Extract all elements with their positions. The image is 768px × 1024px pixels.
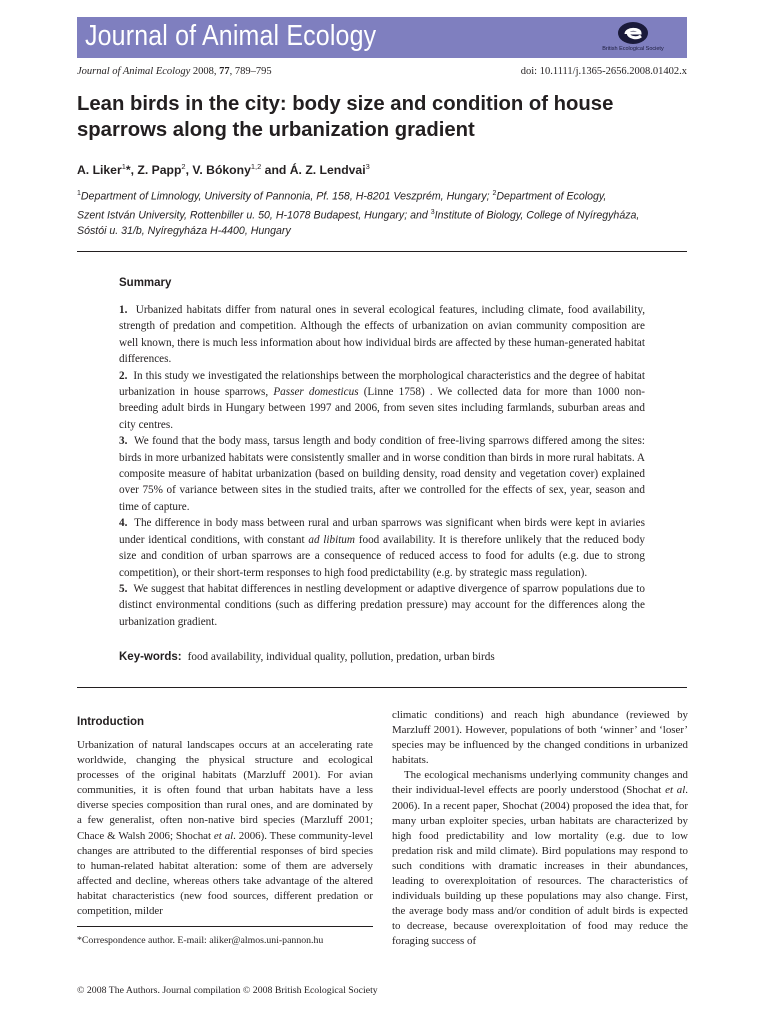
- author-separator: and: [261, 163, 290, 178]
- intro-paragraph: [392, 768, 688, 949]
- author-affil-sup: 1,2: [250, 162, 262, 171]
- article-title: [77, 91, 697, 143]
- species-name: Passer domesticus: [273, 386, 359, 399]
- italic-term: et al: [665, 784, 686, 797]
- author-list: [77, 162, 370, 177]
- para-text: . 2006). In a recent paper, Shochat (2004) proposed the idea that, for many urban exploiter species, urban habitats are characterized by high food predictability and low mortality (e.g. due to low predation risk and mild climate). Bird populations may respond to such conditions with dramatic increases in their abundances, leading to overexploitation of resources. The characteristics of individuals building up these populations may also change. First, the average body mass and/or condition of adult birds is expected to decrease, because overexploitation of food may reduce the foraging success of: [392, 784, 688, 948]
- author-affil-sup: 2: [181, 162, 186, 171]
- italic-term: et al: [213, 829, 234, 842]
- society-logo-text: British Ecological Society: [602, 46, 664, 52]
- affil-text: Institute of Biology, College of Nyíregyháza,: [434, 209, 640, 222]
- point-text: food availability. It is therefore unlikely that the reduced body size and condition of urban sparrows are a consequence of reduced access to food for adults (e.g. due to strong competition), or their short-term responses to high food predictability (e.g. by strategic mass regulation).: [119, 533, 645, 579]
- point-number: 5.: [119, 582, 128, 595]
- citation-journal: Journal of Animal Ecology: [77, 66, 191, 77]
- point-number: 2.: [119, 369, 128, 382]
- summary-heading: Summary: [119, 277, 172, 289]
- author-affil-sup: 1: [121, 162, 126, 171]
- bes-logo-icon: [616, 20, 650, 46]
- affil-text: Szent István University, Rottenbiller u. 50, H-1078 Budapest, Hungary; and: [77, 209, 431, 222]
- summary-point-2: [119, 368, 645, 434]
- intro-paragraph: [77, 738, 373, 919]
- affil-sup: 1: [77, 190, 81, 197]
- intro-right-column: [392, 708, 688, 950]
- summary-body: [119, 302, 645, 630]
- affiliations: [77, 186, 697, 239]
- citation-volume: 77: [219, 66, 230, 77]
- affiliation-line2: [77, 205, 697, 224]
- point-number: 3.: [119, 435, 128, 448]
- para-text: . 2006). These community-level changes are attributed to the differential responses of bird species to human-related habitat alteration: some of them are adversely affected and decline, whereas others take advantage of the altered habitat characteristics (new food sources, different predation or competition, milder: [77, 829, 373, 918]
- author-name: V. Bókony: [192, 163, 251, 178]
- affiliation-line1: [77, 186, 697, 205]
- point-number: 4.: [119, 517, 128, 530]
- affiliation-line3: Sóstói u. 31/b, Nyíregyháza H-4400, Hungary: [77, 225, 291, 238]
- point-text: (Linne 1758) . We collected data for more than 1000 non-breeding adult birds in Hungary between 1997 and 2006, from seven sites including farmlands, suburban areas and city centres.: [119, 386, 646, 431]
- summary-divider: [77, 687, 687, 688]
- affil-sup: 2: [492, 190, 497, 197]
- affil-text: Department of Limnology, University of Pannonia, Pf. 158, H-8201 Veszprém, Hungary;: [80, 190, 493, 203]
- point-text: We found that the body mass, tarsus length and body condition of free-living sparrows differed among the sites: birds in more urbanized habitats were consistently smaller and in worse condition than birds in more rural habitats. A composite measure of habitat urbanization (based on building density, road density and vegetation cover) explained over 75% of variance between sites in the studied traits, after we controlled for the effects of sex, year, season and time of capture.: [119, 435, 645, 513]
- affil-sup: 3: [430, 208, 435, 216]
- summary-point-5: [119, 581, 645, 630]
- summary-point-4: [119, 515, 645, 581]
- point-text: The difference in body mass between rural and urban sparrows was significant when birds were kept in aviaries under identical conditions, with constant: [119, 517, 645, 546]
- author-name: Z. Papp: [137, 163, 182, 178]
- author-separator: ,: [185, 163, 193, 178]
- article-title-line1: Lean birds in the city: body size and condition of house: [77, 93, 614, 115]
- point-text: Urbanized habitats differ from natural ones in several ecological features, including climate, food availability, strength of predation and competition. Although the effects of urbanization on avian community composition are well known, there is much less information about how individual birds are affected by these human-generated habitat differences.: [119, 304, 646, 366]
- citation-line: [77, 66, 272, 77]
- para-text: Urbanization of natural landscapes occurs at an accelerating rate worldwide, changing the physical structure and ecological processes of the original habitats (Marzluff 2001). For avian communities, it is often found that urban habitats have a less diverse species composition than rural ones, and are dominated by a few generalist, often non-native bird species (Marzluff 2001; Chace & Walsh 2006; Shochat: [77, 739, 373, 842]
- footnote-divider: [77, 926, 373, 927]
- summary-point-1: [119, 302, 645, 368]
- article-title-line2: sparrows along the urbanization gradient: [77, 119, 475, 141]
- keywords-label: Key-words:: [119, 651, 182, 663]
- doi-link[interactable]: doi: 10.1111/j.1365-2656.2008.01402.x: [520, 66, 687, 77]
- society-logo: [585, 20, 681, 56]
- italic-term: ad libitum: [308, 533, 355, 546]
- summary-point-3: [119, 433, 645, 515]
- affil-text: Department of Ecology,: [496, 190, 607, 203]
- author-affil-sup: 3: [365, 162, 370, 171]
- point-number: 1.: [119, 304, 128, 316]
- author-name: Á. Z. Lendvai: [289, 163, 366, 178]
- header-divider: [77, 251, 687, 252]
- para-text: The ecological mechanisms underlying community changes and their individual-level effects are poorly understood (Shochat: [392, 769, 688, 797]
- point-text: We suggest that habitat differences in nestling development or adaptive divergence of sparrow populations due to distinct environmental conditions (such as differing predation pressure) may account for the differences along the urbanization gradient.: [119, 582, 645, 628]
- correspondence-footnote: *Correspondence author. E-mail: aliker@almos.uni-pannon.hu: [77, 935, 324, 946]
- keywords: [119, 651, 495, 663]
- citation-pages: , 789–795: [229, 66, 272, 77]
- intro-paragraph: climatic conditions) and reach high abundance (reviewed by Marzluff 2001). However, populations of both ‘winner’ and ‘loser’ species may be influenced by the changed conditions in urbanized habitats.: [392, 709, 688, 767]
- citation-year: 2008,: [192, 66, 217, 77]
- point-text: In this study we investigated the relationships between the morphological characteristics and the degree of habitat urbanization in house sparrows,: [119, 369, 646, 399]
- journal-banner-title: Journal of Animal Ecology: [85, 20, 377, 52]
- copyright-notice: © 2008 The Authors. Journal compilation © 2008 British Ecological Society: [77, 985, 378, 996]
- introduction-heading: Introduction: [77, 716, 145, 728]
- intro-left-column: [77, 738, 373, 919]
- author-name: A. Liker: [77, 163, 122, 178]
- journal-banner: [77, 17, 687, 58]
- author-separator: *,: [125, 163, 138, 178]
- keywords-text: food availability, individual quality, pollution, predation, urban birds: [187, 651, 495, 663]
